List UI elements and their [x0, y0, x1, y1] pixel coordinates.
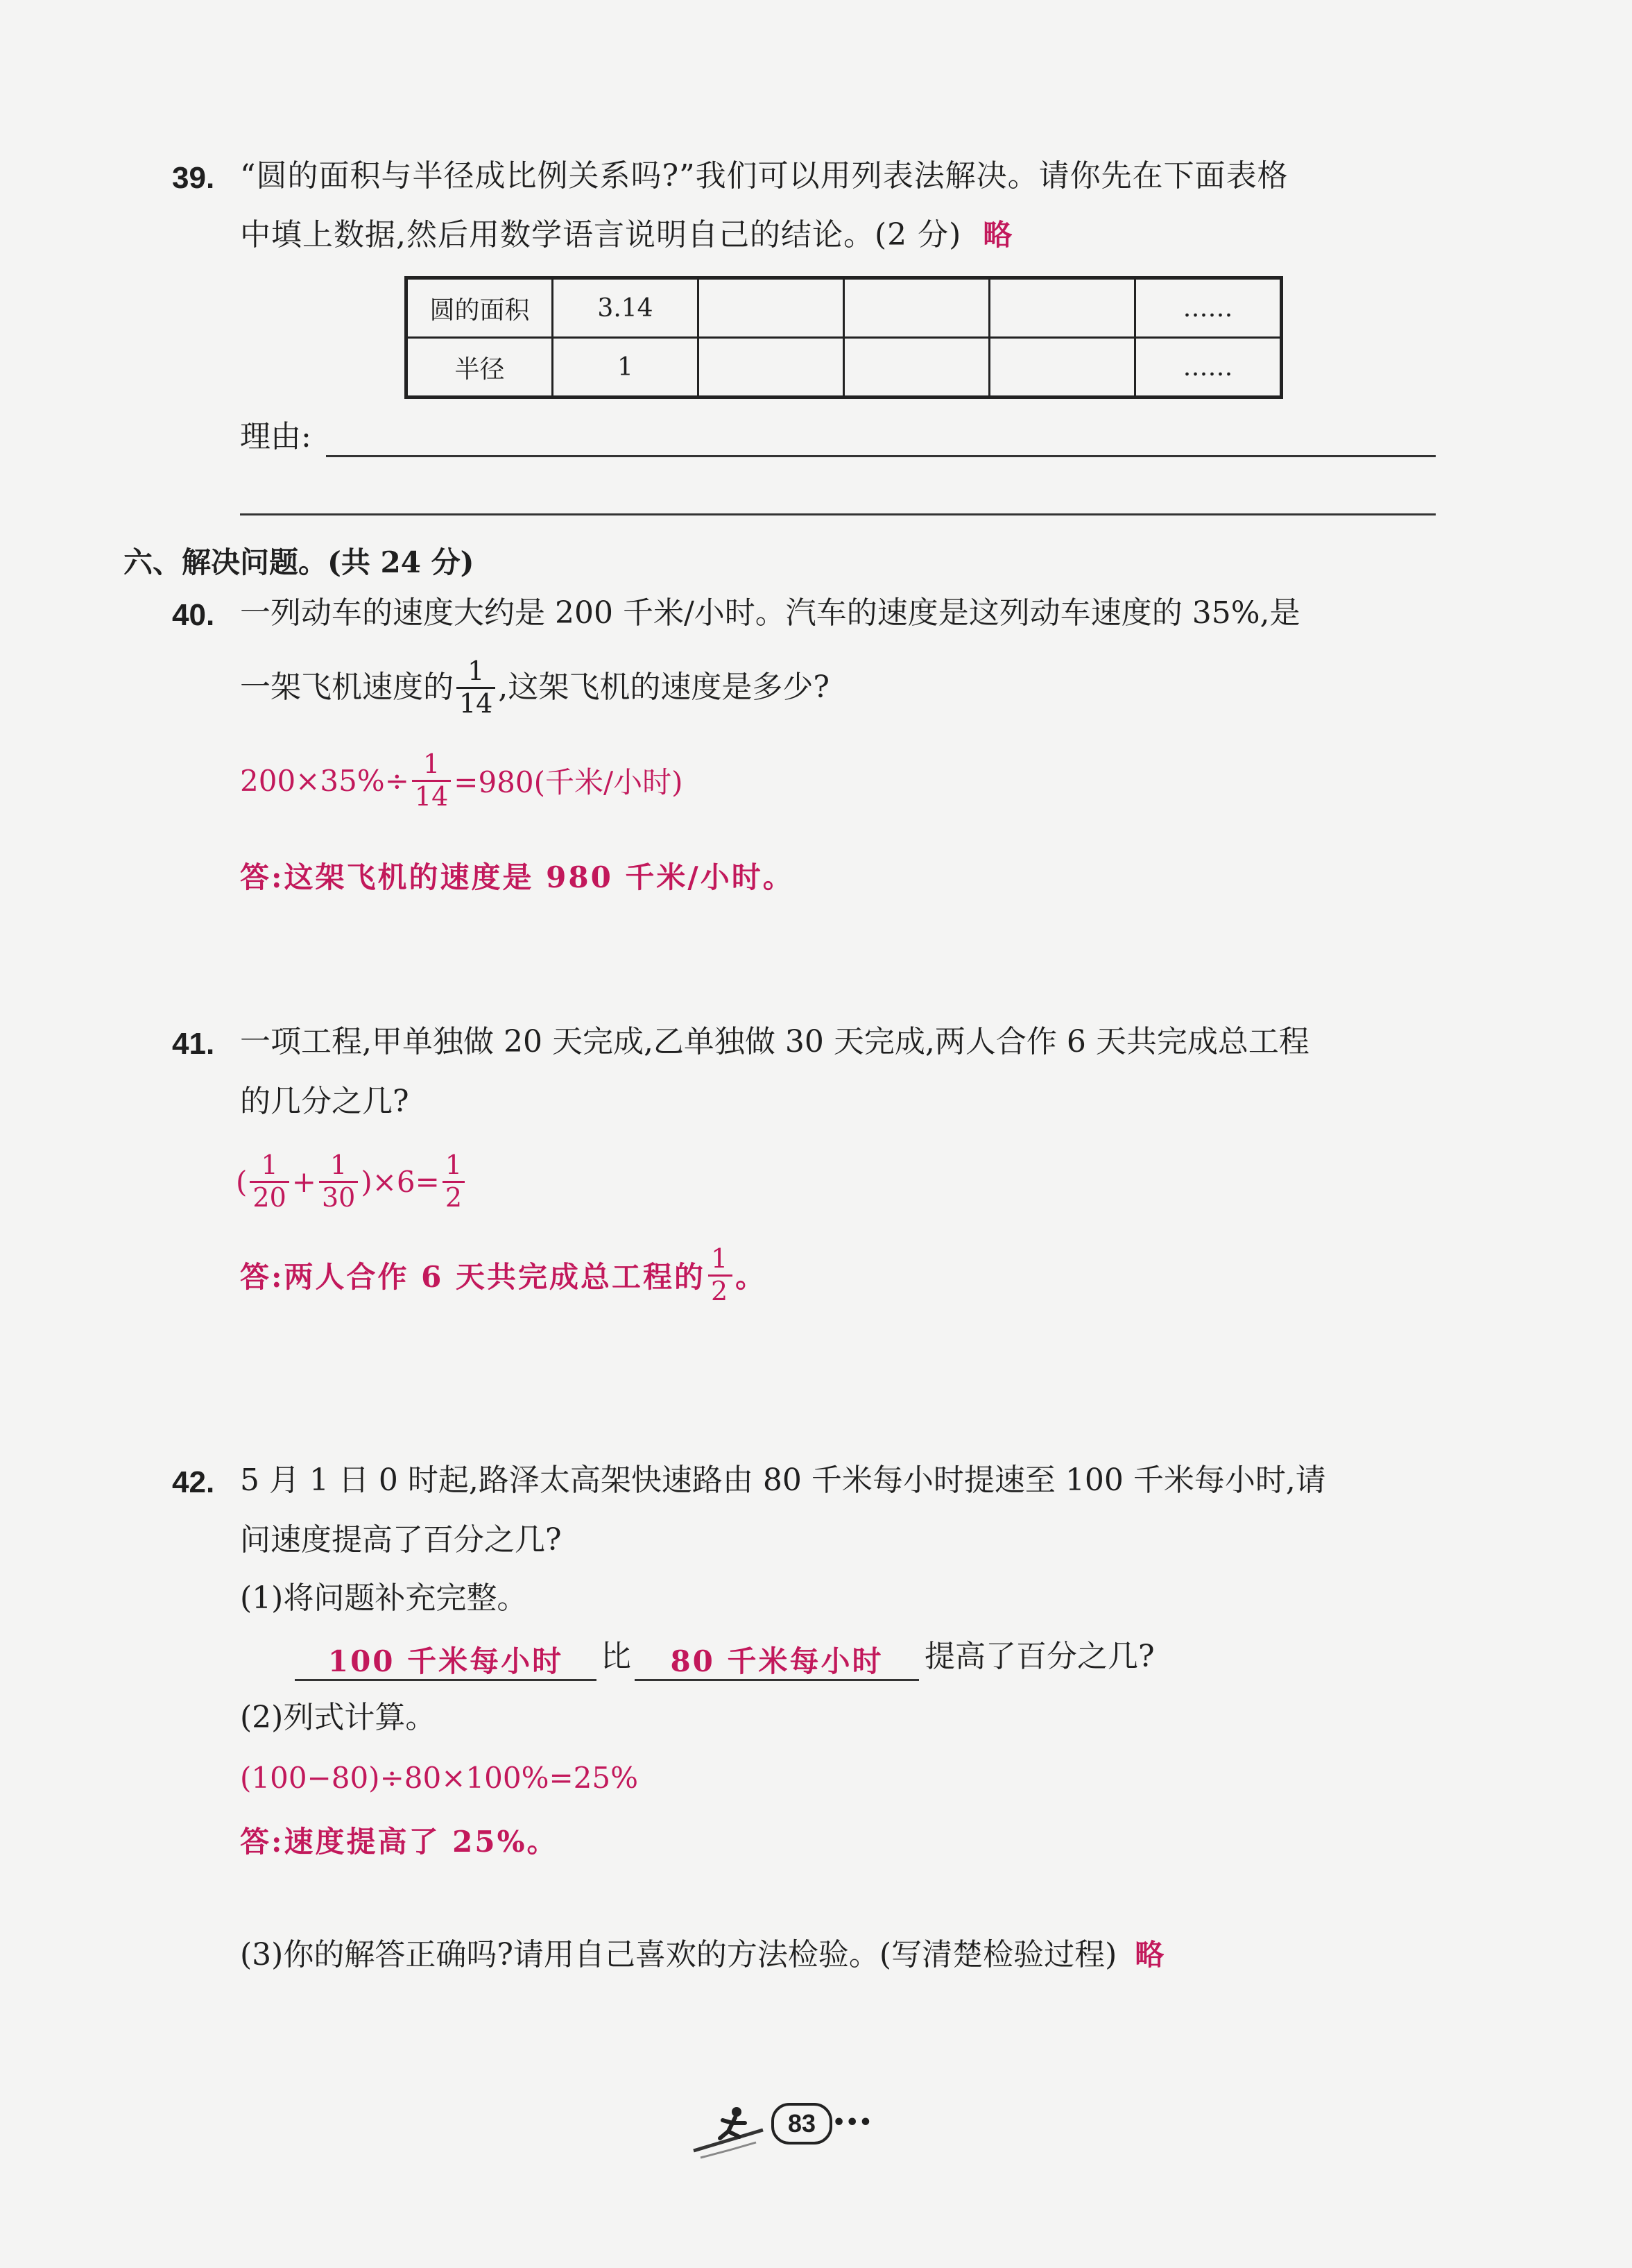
q41-answer-pre: 答:两人合作 6 天共完成总工程的 — [240, 1260, 705, 1295]
q39-line1: “圆的面积与半径成比例关系吗?”我们可以用列表法解决。请你先在下面表格 — [240, 158, 1289, 194]
frac-num: 1 — [422, 749, 440, 779]
q42-part3 — [240, 1937, 1167, 1972]
q40-calc-fraction — [412, 751, 451, 811]
q40-line1: 一列动车的速度大约是 200 千米/小时。汽车的速度是这列动车速度的 35%,是 — [240, 595, 1300, 631]
frac-den: 14 — [456, 687, 495, 718]
q42-number: 42. — [172, 1465, 215, 1499]
q39-mark: 略 — [983, 218, 1015, 252]
q42-blank-2[interactable] — [635, 1639, 919, 1680]
table-row — [406, 278, 1282, 338]
table-cell[interactable] — [990, 338, 1135, 398]
q39-line2 — [240, 217, 1015, 253]
q40-line2-post: ,这架飞机的速度是多少? — [498, 670, 830, 706]
q41-line1: 一项工程,甲单独做 20 天完成,乙单独做 30 天完成,两人合作 6 天共完成总工程 — [240, 1024, 1309, 1059]
table-row — [406, 338, 1282, 398]
q42-part1: (1)将问题补充完整。 — [240, 1580, 528, 1616]
q41-calc — [236, 1152, 467, 1212]
blank-answer-1: 100 千米每小时 — [327, 1644, 564, 1678]
q41-number: 41. — [172, 1027, 215, 1061]
q42-answer: 答:速度提高了 25%。 — [240, 1825, 558, 1859]
q39-number: 39. — [172, 161, 215, 195]
frac-num: 1 — [445, 1150, 462, 1180]
q42-tail: 提高了百分之几? — [925, 1639, 1155, 1674]
q39-table — [404, 276, 1283, 399]
q41-frac-2 — [319, 1152, 358, 1212]
q42-part3-text: (3)你的解答正确吗?请用自己喜欢的方法检验。(写清楚检验过程) — [240, 1937, 1117, 1972]
table-cell[interactable] — [844, 338, 990, 398]
blank-line-2 — [635, 1679, 919, 1681]
frac-num: 1 — [710, 1243, 730, 1274]
q41-plus: + — [291, 1164, 316, 1199]
q41-line2: 的几分之几? — [240, 1084, 409, 1119]
q40-fraction — [456, 658, 495, 718]
frac-den: 14 — [412, 780, 451, 811]
q39-reason-label: 理由: — [240, 419, 311, 454]
q41-open: ( — [236, 1164, 248, 1199]
table-cell[interactable] — [990, 278, 1135, 338]
frac-den: 2 — [708, 1274, 732, 1306]
page-number: 83 — [771, 2103, 832, 2145]
q41-frac-1 — [250, 1152, 289, 1212]
q40-calc — [240, 751, 683, 811]
q42-blank-1[interactable] — [295, 1639, 596, 1680]
q41-answer-fraction — [708, 1245, 732, 1306]
q42-bi: 比 — [601, 1639, 631, 1674]
q40-calc-post: =980(千米/小时) — [454, 765, 683, 800]
section-title: 六、解决问题。(共 24 分) — [123, 545, 474, 579]
q39 — [172, 161, 214, 196]
table-cell: 3.14 — [553, 278, 698, 338]
q41-times: )×6= — [361, 1164, 440, 1199]
q42-line1: 5 月 1 日 0 时起,路泽太高架快速路由 80 千米每小时提速至 100 千米每小时,请 — [240, 1463, 1326, 1498]
table-cell: 1 — [553, 338, 698, 398]
table-cell: 圆的面积 — [406, 278, 553, 338]
reason-line-2[interactable] — [240, 513, 1436, 515]
q40-answer: 答:这架飞机的速度是 980 千米/小时。 — [240, 860, 794, 894]
table-cell: …… — [1135, 338, 1282, 398]
blank-line-1 — [295, 1679, 596, 1681]
runner-icon — [687, 2102, 770, 2167]
table-cell[interactable] — [844, 278, 990, 338]
blank-answer-2: 80 千米每小时 — [670, 1644, 884, 1678]
frac-den: 20 — [250, 1181, 289, 1212]
q40-line2 — [240, 658, 830, 718]
q40-line2-pre: 一架飞机速度的 — [240, 670, 454, 706]
q41-answer-post: 。 — [735, 1260, 767, 1295]
frac-num: 1 — [330, 1150, 347, 1180]
page-dots: ••• — [832, 2111, 873, 2135]
frac-den: 30 — [319, 1181, 358, 1212]
q41-answer — [240, 1245, 766, 1306]
q41-frac-3 — [443, 1152, 465, 1212]
frac-num: 1 — [467, 656, 485, 686]
q42-calc: (100−80)÷80×100%=25% — [240, 1761, 639, 1795]
frac-den: 2 — [443, 1181, 465, 1212]
reason-line-1[interactable] — [326, 455, 1436, 457]
q39-line2-text: 中填上数据,然后用数学语言说明自己的结论。(2 分) — [240, 217, 962, 253]
frac-num: 1 — [261, 1150, 278, 1180]
q42-part2: (2)列式计算。 — [240, 1700, 436, 1735]
q40-number: 40. — [172, 598, 215, 632]
q42-line2: 问速度提高了百分之几? — [240, 1522, 562, 1558]
q40-calc-pre: 200×35%÷ — [240, 763, 409, 798]
table-cell[interactable] — [698, 338, 844, 398]
table-cell[interactable] — [698, 278, 844, 338]
table-cell: 半径 — [406, 338, 553, 398]
q42-mark: 略 — [1135, 1938, 1167, 1972]
table-cell: …… — [1135, 278, 1282, 338]
